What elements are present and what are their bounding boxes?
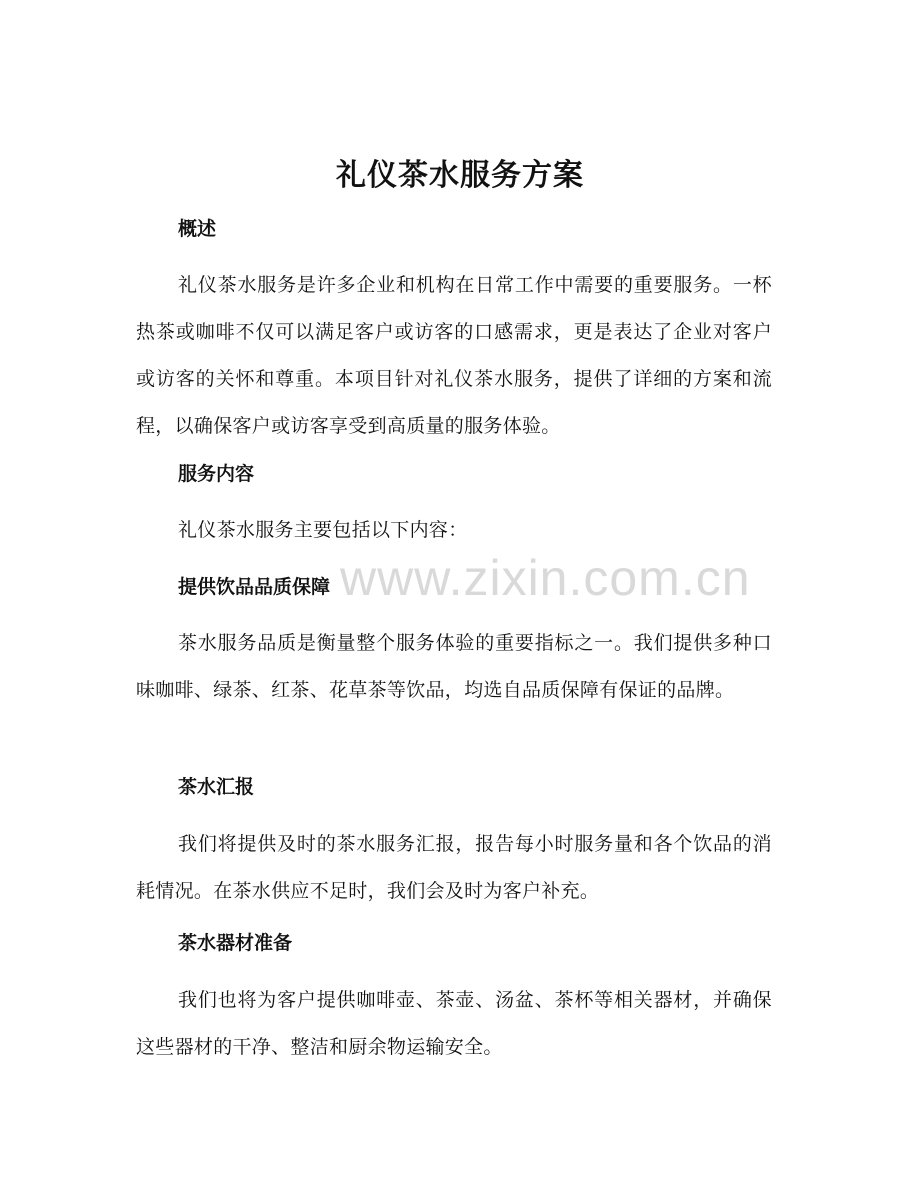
section-paragraph-service-content: 礼仪茶水服务主要包括以下内容： — [178, 519, 468, 541]
section-heading-equipment: 茶水器材准备 — [178, 932, 293, 954]
section-heading-report: 茶水汇报 — [178, 776, 255, 798]
section-heading-service-content: 服务内容 — [178, 463, 255, 485]
document-title: 礼仪茶水服务方案 — [336, 158, 584, 193]
watermark: www.zixin.com.cn — [340, 550, 751, 606]
section-paragraph-quality: 茶水服务品质是衡量整个服务体验的重要指标之一。我们提供多种口味咖啡、绿茶、红茶、花草茶等饮品，均选自品质保障有保证的品牌。 — [136, 632, 772, 701]
section-paragraph-equipment: 我们也将为客户提供咖啡壶、茶壶、汤盆、茶杯等相关器材，并确保这些器材的干净、整洁和厨余物运输安全。 — [136, 989, 772, 1058]
section-heading-overview: 概述 — [178, 218, 217, 240]
section-paragraph-report: 我们将提供及时的茶水服务汇报，报告每小时服务量和各个饮品的消耗情况。在茶水供应不足时，我们会及时为客户补充。 — [136, 833, 772, 902]
section-heading-quality: 提供饮品品质保障 — [178, 576, 331, 598]
section-paragraph-overview: 礼仪茶水服务是许多企业和机构在日常工作中需要的重要服务。一杯热茶或咖啡不仅可以满足客户或访客的口感需求，更是表达了企业对客户或访客的关怀和尊重。本项目针对礼仪茶水服务，提供了详细的方案和流程，以确保客户或访客享受到高质量的服务体验。 — [136, 274, 772, 437]
